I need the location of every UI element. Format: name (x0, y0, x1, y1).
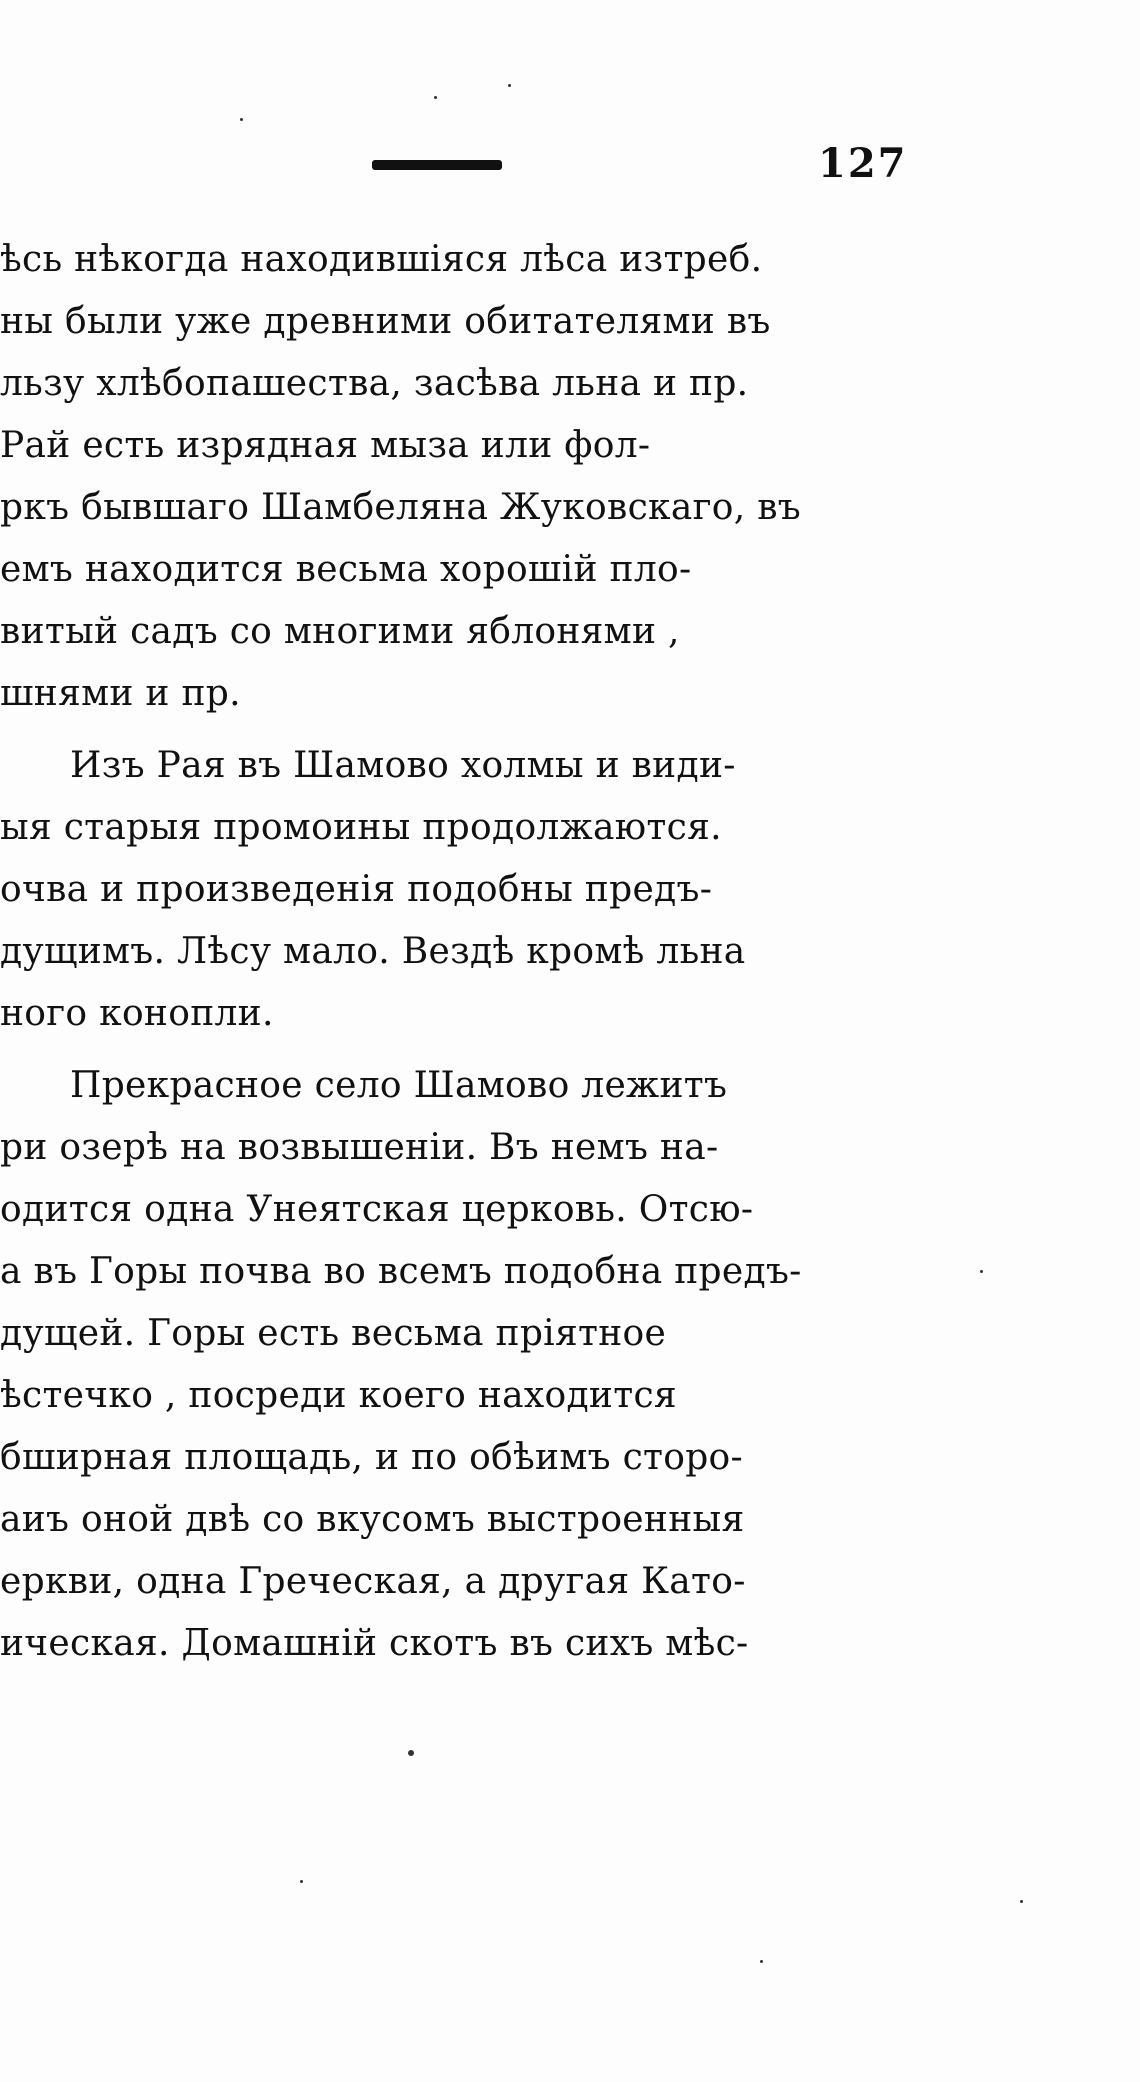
scan-speck (1020, 1900, 1023, 1903)
scan-speck (980, 1270, 983, 1273)
page-number: 127 (818, 140, 908, 187)
text-line: а въ Горы почва во всемъ подобна предъ- (0, 1251, 802, 1292)
text-line: аиъ оной двѣ со вкусомъ выстроенныя (0, 1499, 745, 1540)
text-line: ркъ бывшаго Шамбеляна Жуковскаго, въ (0, 487, 801, 528)
text-line: бширная площадь, и по обѣимъ сторо- (0, 1437, 743, 1478)
text-line: дущей. Горы есть весьма пріятное (0, 1313, 667, 1354)
text-line: ѣстечко , посреди коего находится (0, 1375, 677, 1416)
scan-speck (408, 1750, 414, 1756)
text-line: витый садъ со многими яблонями , (0, 611, 680, 652)
text-line: ическая. Домашній скотъ въ сихъ мѣс- (0, 1623, 749, 1664)
scan-speck (300, 1880, 303, 1883)
text-line: шнями и пр. (0, 673, 241, 714)
text-line: ыя старыя промоины продолжаются. (0, 807, 722, 848)
text-line: Прекрасное село Шамово лежитъ (70, 1065, 728, 1106)
scan-speck (434, 96, 437, 99)
scan-speck (760, 1960, 763, 1963)
text-line: Рай есть изрядная мыза или фол- (0, 425, 651, 466)
text-line: ного конопли. (0, 993, 274, 1034)
text-line: Изъ Рая въ Шамово холмы и види- (70, 745, 736, 786)
text-line: очва и произведенія подобны предъ- (0, 869, 713, 910)
text-line: льзу хлѣбопашества, засѣва льна и пр. (0, 363, 749, 404)
text-line: емъ находится весьма хорошій пло- (0, 549, 692, 590)
text-line: дущимъ. Лѣсу мало. Вездѣ кромѣ льна (0, 931, 746, 972)
text-line: еркви, одна Греческая, а другая Като- (0, 1561, 746, 1602)
scan-speck (508, 84, 511, 87)
text-line: одится одна Унеятская церковь. Отсю- (0, 1189, 754, 1230)
header-rule (372, 160, 502, 170)
scan-speck (240, 118, 243, 121)
text-line: ри озерѣ на возвышеніи. Въ немъ на- (0, 1127, 719, 1168)
text-line: ны были уже древними обитателями въ (0, 301, 771, 342)
text-line: ѣсь нѣкогда находившіяся лѣса изтреб. (0, 239, 763, 280)
